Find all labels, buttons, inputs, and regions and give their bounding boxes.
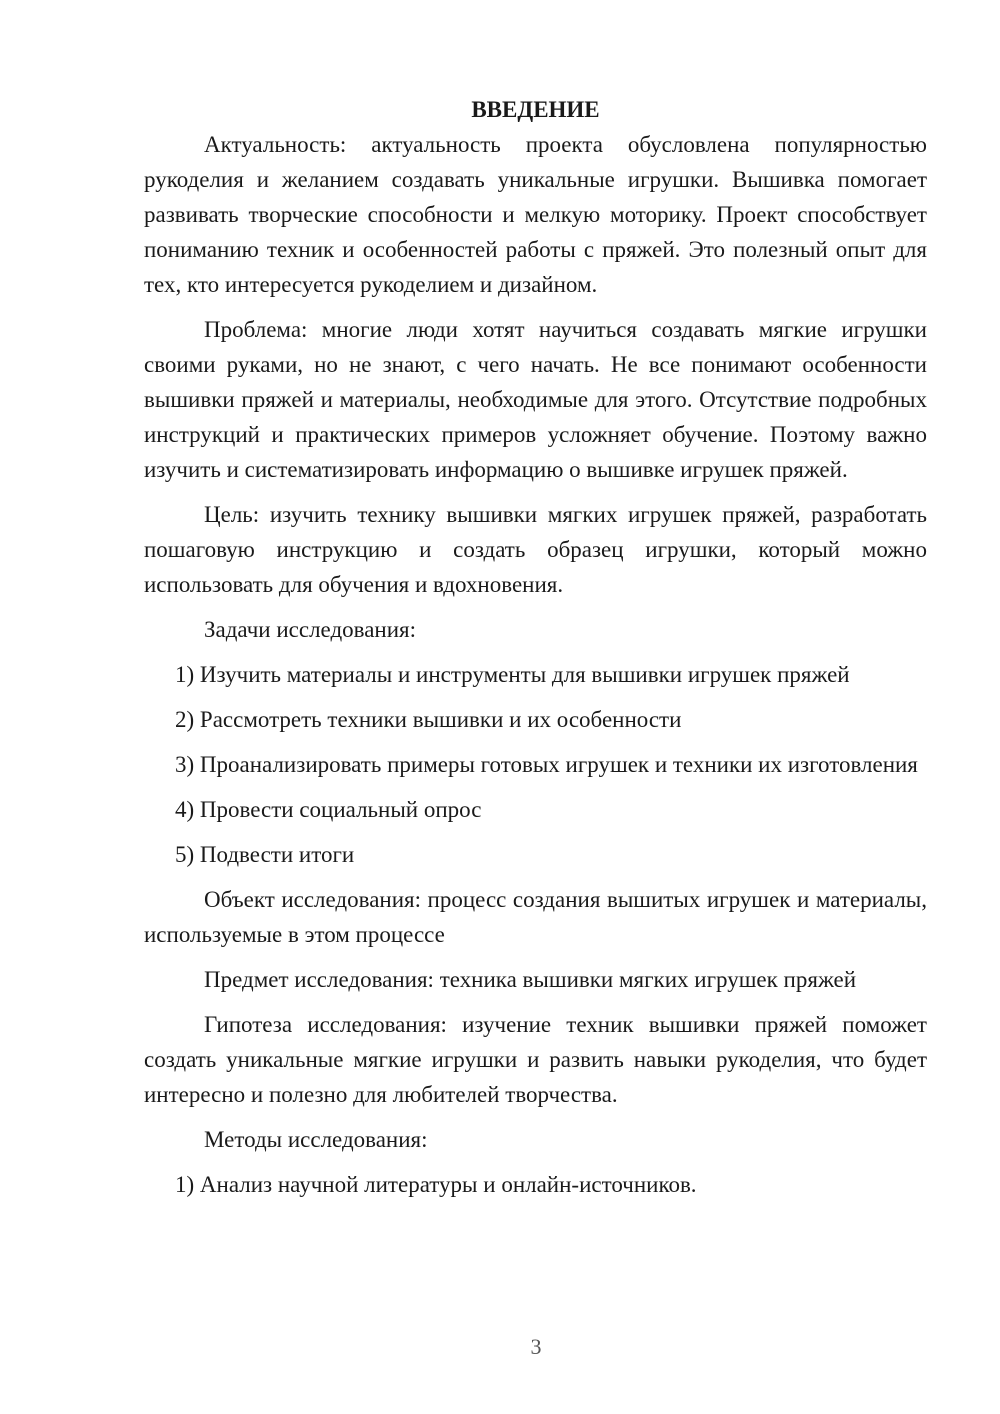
hypothesis-paragraph: Гипотеза исследования: изучение техник вышивки пряжей поможет создать уникальные мягкие игрушки и развить навыки рукоделия, что будет интересно и полезно для любителей творчества. <box>144 1012 927 1107</box>
problem-paragraph: Проблема: многие люди хотят научиться создавать мягкие игрушки своими руками, но не знают, с чего начать. Не все понимают особенности вышивки пряжей и материалы, необходимые для этого. Отсутствие подробных инструкций и практических примеров усложняет обучение. Поэтому важно изучить и систематизировать информацию о вышивке игрушек пряжей. <box>144 317 927 482</box>
task-item: 2) Рассмотреть техники вышивки и их особенности <box>175 707 682 732</box>
task-item: 1) Изучить материалы и инструменты для вышивки игрушек пряжей <box>175 662 850 687</box>
document-page <box>144 92 927 1212</box>
task-item: 5) Подвести итоги <box>175 842 355 867</box>
methods-heading: Методы исследования: <box>204 1127 428 1152</box>
page-number: 3 <box>530 1334 542 1359</box>
task-item: 3) Проанализировать примеры готовых игрушек и техники их изготовления <box>175 752 918 777</box>
tasks-heading: Задачи исследования: <box>204 617 417 642</box>
method-item: 1) Анализ научной литературы и онлайн-источников. <box>175 1172 697 1197</box>
task-item: 4) Провести социальный опрос <box>175 797 482 822</box>
section-title: ВВЕДЕНИЕ <box>471 97 600 122</box>
relevance-paragraph: Актуальность: актуальность проекта обусловлена популярностью рукоделия и желанием создавать уникальные игрушки. Вышивка помогает развивать творческие способности и мелкую моторику. Проект способствует пониманию техник и особенностей работы с пряжей. Это полезный опыт для тех, кто интересуется рукоделием и дизайном. <box>144 132 927 297</box>
goal-paragraph: Цель: изучить технику вышивки мягких игрушек пряжей, разработать пошаговую инструкцию и создать образец игрушки, который можно использовать для обучения и вдохновения. <box>144 502 927 597</box>
subject-paragraph: Предмет исследования: техника вышивки мягких игрушек пряжей <box>204 967 857 992</box>
object-paragraph: Объект исследования: процесс создания вышитых игрушек и материалы, используемые в этом процессе <box>144 887 927 947</box>
